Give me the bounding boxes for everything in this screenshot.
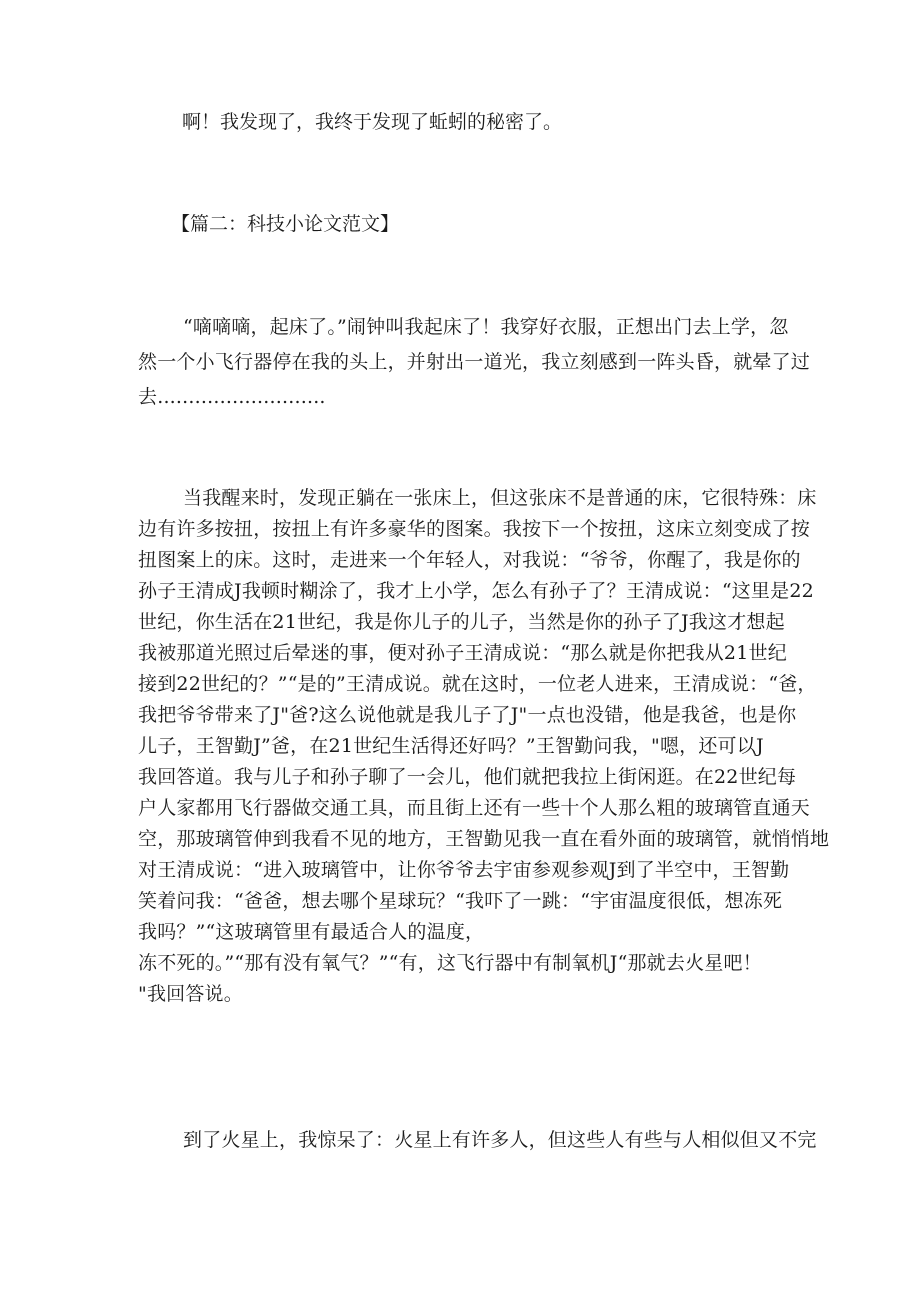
paragraph-line: 边有许多按扭，按扭上有许多豪华的图案。我按下一个按扭，这床立刻变成了按	[138, 518, 811, 540]
paragraph-line: 当我醒来时，发现正躺在一张床上，但这张床不是普通的床，它很特殊：床	[183, 487, 817, 509]
paragraph-line: 空，那玻璃管伸到我看不见的地方，王智勤见我一直在看外面的玻璃管，就悄悄地	[138, 828, 830, 850]
paragraph-line: 我把爷爷带来了J"爸?这么说他就是我儿子了J"一点也没错，他是我爸，也是你	[138, 704, 797, 726]
paragraph-line: 接到22世纪的？”“是的”王清成说。就在这时，一位老人进来，王清成说：“爸，	[138, 673, 817, 695]
paragraph-line: 到了火星上，我惊呆了：火星上有许多人，但这些人有些与人相似但又不完	[183, 1129, 817, 1151]
paragraph-line: "我回答说。	[138, 983, 243, 1005]
paragraph-line: “嘀嘀嘀，起床了。”闹钟叫我起床了！我穿好衣服，正想出门去上学，忽	[183, 316, 789, 338]
paragraph-line: 我吗？”“这玻璃管里有最适合人的温度，	[138, 921, 485, 943]
paragraph-line: 对王清成说：“进入玻璃管中，让你爷爷去宇宙参观参观J到了半空中，王智勤	[138, 859, 790, 881]
paragraph-line: 去...........................	[138, 386, 326, 408]
intro-line: 啊！我发现了，我终于发现了蚯蚓的秘密了。	[182, 111, 563, 133]
paragraph-line: 孙子王清成J我顿时糊涂了，我才上小学，怎么有孙子了？王清成说：“这里是22	[138, 580, 814, 602]
section-heading: 【篇二：科技小论文范文】	[171, 213, 400, 235]
paragraph-line: 儿子，王智勤J”爸，在21世纪生活得还好吗？”王智勤问我，"嗯，还可以J	[138, 735, 764, 757]
paragraph-line: 扭图案上的床。这时，走进来一个年轻人，对我说：“爷爷，你醒了，我是你的	[138, 549, 801, 571]
paragraph-line: 然一个小飞行器停在我的头上，并射出一道光，我立刻感到一阵头昏，就晕了过	[138, 351, 811, 373]
paragraph-line: 世纪，你生活在21世纪，我是你儿子的儿子，当然是你的孙子了J我这才想起	[138, 611, 785, 633]
paragraph-line: 户人家都用飞行器做交通工具，而且街上还有一些十个人那么粗的玻璃管直通天	[138, 797, 811, 819]
paragraph-line: 我回答道。我与儿子和孙子聊了一会儿，他们就把我拉上街闲逛。在22世纪每	[138, 766, 797, 788]
paragraph-line: 冻不死的。”“那有没有氧气？”“有，这飞行器中有制氧机J“那就去火星吧！	[138, 952, 762, 974]
paragraph-line: 我被那道光照过后晕迷的事，便对孙子王清成说：“那么就是你把我从21世纪	[138, 642, 787, 664]
paragraph-line: 笑着问我：“爸爸，想去哪个星球玩？“我吓了一跳：“宇宙温度很低，想冻死	[138, 890, 783, 912]
